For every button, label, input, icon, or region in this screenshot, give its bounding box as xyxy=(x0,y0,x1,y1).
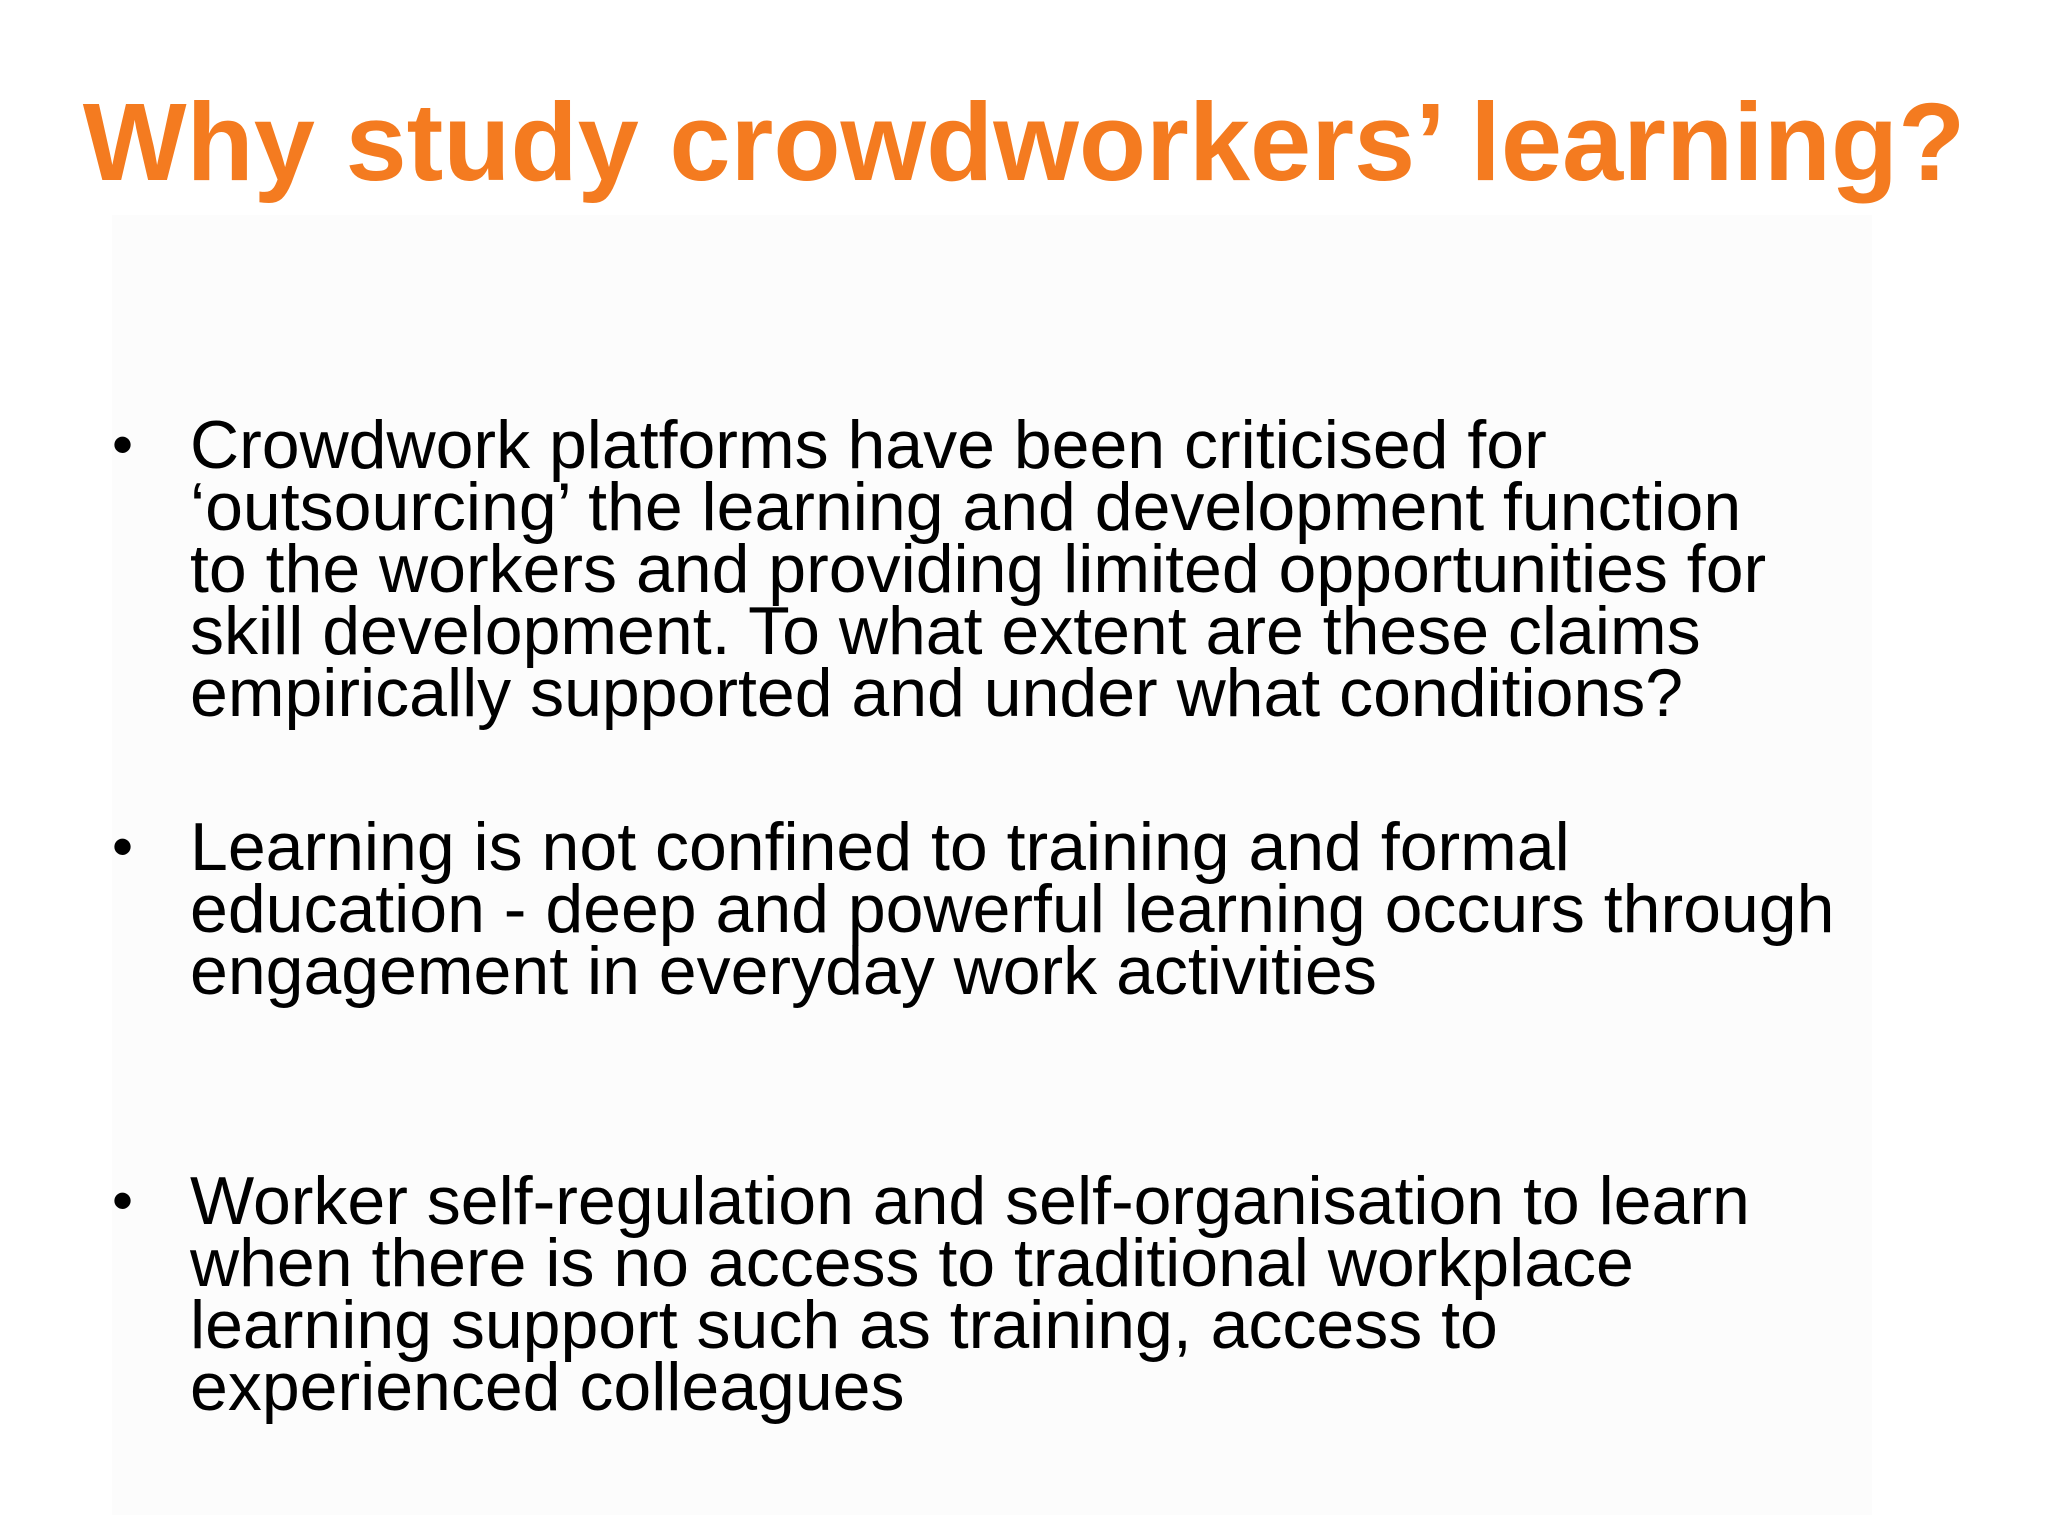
bullet-line: Learning is not confined to training and formal xyxy=(190,809,1570,885)
bullet-text xyxy=(190,809,2048,1009)
bullet-line: Worker self-regulation and self-organisation to learn xyxy=(190,1163,1750,1239)
bullet-line: when there is no access to traditional workplace xyxy=(190,1225,1634,1301)
bullet-line: to the workers and providing limited opportunities for xyxy=(190,531,1767,607)
bullet-line: Crowdwork platforms have been criticised for xyxy=(190,407,1547,483)
bullet-marker: • xyxy=(112,1167,134,1234)
bullet-line: education - deep and powerful learning occurs through xyxy=(190,871,1835,947)
bullet-line: experienced colleagues xyxy=(190,1349,905,1425)
bullet-line: engagement in everyday work activities xyxy=(190,933,1377,1009)
bullet-text xyxy=(190,407,2048,731)
bullet-marker: • xyxy=(112,411,134,478)
bullet-text xyxy=(190,1163,2048,1425)
slide-title: Why study crowdworkers’ learning? xyxy=(82,81,1966,204)
bullet-line: ‘outsourcing’ the learning and development function xyxy=(190,469,1742,545)
bullet-line: skill development. To what extent are these claims xyxy=(190,593,1701,669)
bullet-marker: • xyxy=(112,813,134,880)
bullet-line: empirically supported and under what conditions? xyxy=(190,655,1684,731)
bullet-line: learning support such as training, access to xyxy=(190,1287,1498,1363)
